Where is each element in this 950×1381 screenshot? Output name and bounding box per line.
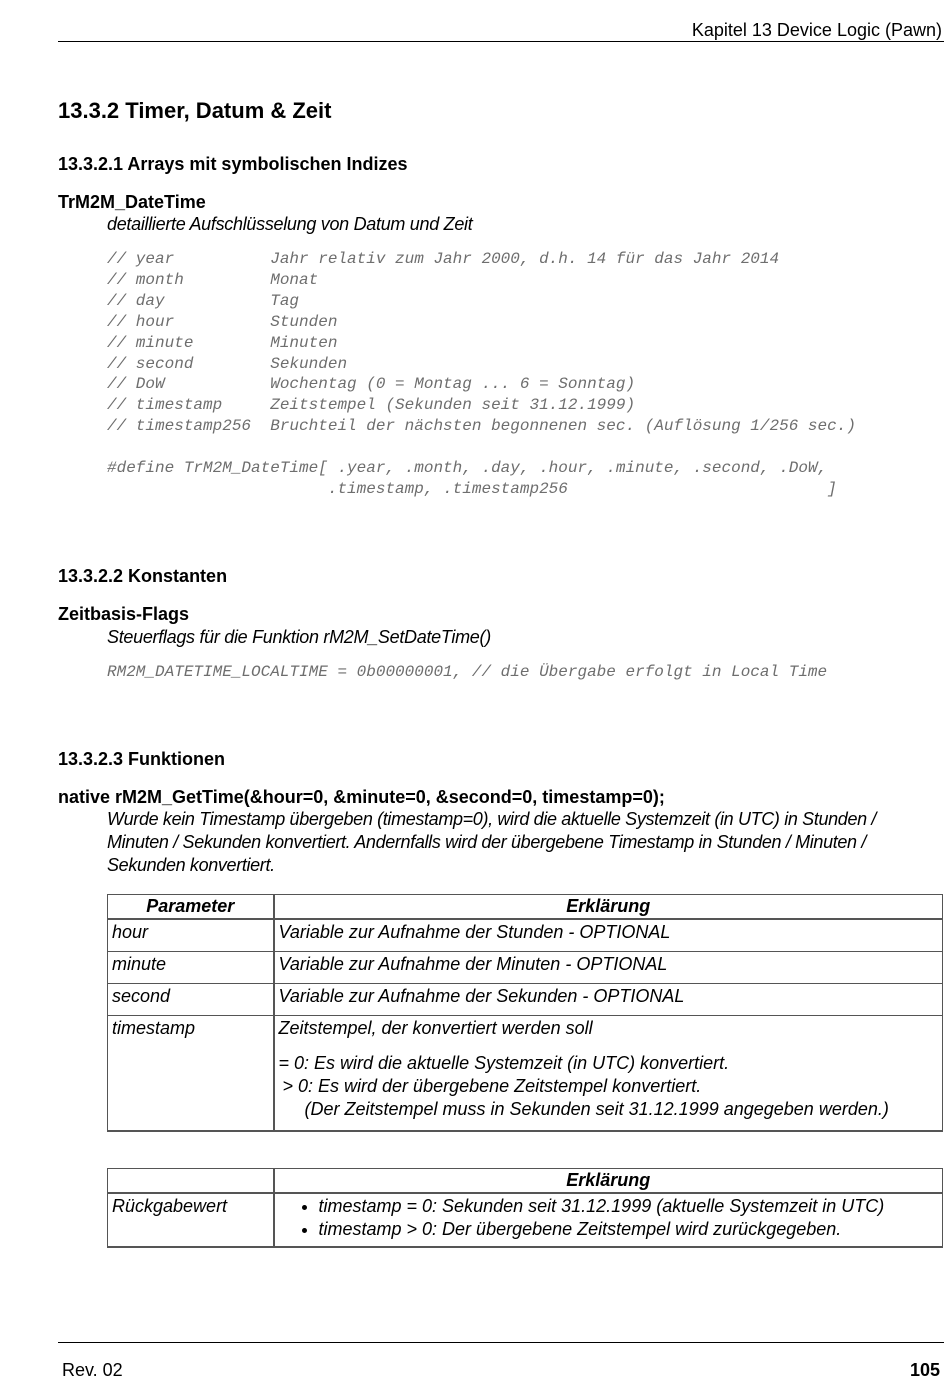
table-row [108, 983, 943, 1015]
description-line: Minuten / Sekunden konvertiert. Andernfalls wird der übergebene Timestamp in Stunden / Minuten / [107, 832, 867, 852]
section-title: 13.3.2 Timer, Datum & Zeit [58, 98, 332, 123]
return-label: Rückgabewert [108, 1193, 274, 1247]
code-line: // month Monat [107, 270, 319, 289]
header-rule [58, 41, 944, 42]
column-header-empty [108, 1169, 274, 1194]
table-header-row [108, 895, 943, 920]
footer-rule [58, 1342, 944, 1343]
detail-line: = 0: Es wird die aktuelle Systemzeit (in UTC) konvertiert. [278, 1052, 730, 1073]
detail-line: (Der Zeitstempel muss in Sekunden seit 31.12.1999 angegeben werden.) [304, 1098, 889, 1119]
code-line: .timestamp, .timestamp256 ] [107, 479, 837, 498]
code-line: #define TrM2M_DateTime[ .year, .month, .day, .hour, .minute, .second, .DoW, [107, 459, 828, 478]
param-name: hour [108, 919, 274, 951]
column-header-explanation: Erklärung [274, 1169, 943, 1194]
functions-heading: 13.3.2.3 Funktionen [58, 749, 226, 769]
arrays-heading: 13.3.2.1 Arrays mit symbolischen Indizes [58, 154, 408, 174]
constants-code-block [107, 662, 827, 683]
running-header: Kapitel 13 Device Logic (Pawn) [691, 20, 942, 40]
array-code-block [107, 249, 856, 500]
table-header-row [108, 1169, 943, 1194]
param-explanation: Variable zur Aufnahme der Sekunden - OPTIONAL [274, 983, 943, 1015]
footer-revision: Rev. 02 [62, 1360, 123, 1380]
table-row [108, 1193, 943, 1247]
code-line: // timestamp Zeitstempel (Sekunden seit 31.12.1999) [107, 396, 636, 415]
param-name: minute [108, 951, 274, 983]
param-explanation: Zeitstempel, der konvertiert werden soll [278, 1017, 593, 1038]
return-table [107, 1168, 943, 1248]
flags-name: Zeitbasis-Flags [58, 604, 190, 624]
parameter-table [107, 894, 943, 1132]
table-row [108, 919, 943, 951]
param-explanation: Variable zur Aufnahme der Stunden - OPTIONAL [274, 919, 943, 951]
code-line: // DoW Wochentag (0 = Montag ... 6 = Sonntag) [107, 375, 636, 394]
param-name: timestamp [108, 1015, 274, 1131]
description-line: Wurde kein Timestamp übergeben (timestamp=0), wird die aktuelle Systemzeit (in UTC) in Stunden / [107, 809, 877, 829]
code-line: // day Tag [107, 291, 300, 310]
return-explanation-cell [274, 1193, 943, 1247]
array-description: detaillierte Aufschlüsselung von Datum und Zeit [107, 214, 473, 234]
list-item: • timestamp > 0: Der übergebene Zeitstempel wird zurückgegeben. [319, 1218, 939, 1241]
constants-heading: 13.3.2.2 Konstanten [58, 566, 228, 586]
list-item: • timestamp = 0: Sekunden seit 31.12.1999 (aktuelle Systemzeit in UTC) [319, 1195, 939, 1218]
code-line: RM2M_DATETIME_LOCALTIME = 0b00000001, // die Übergabe erfolgt in Local Time [107, 663, 828, 681]
description-line: Sekunden konvertiert. [107, 855, 275, 875]
column-header-parameter: Parameter [108, 895, 274, 920]
code-line: // year Jahr relativ zum Jahr 2000, d.h. 14 für das Jahr 2014 [107, 250, 780, 268]
param-explanation-cell [274, 1015, 943, 1131]
param-explanation: Variable zur Aufnahme der Minuten - OPTIONAL [274, 951, 943, 983]
table-row [108, 951, 943, 983]
param-explanation-details [279, 1052, 939, 1121]
function-signature: native rM2M_GetTime(&hour=0, &minute=0, &second=0, timestamp=0); [58, 787, 665, 807]
param-name: second [108, 983, 274, 1015]
page-number: 105 [909, 1360, 940, 1380]
flags-description: Steuerflags für die Funktion rM2M_SetDateTime() [107, 627, 491, 647]
code-line: // minute Minuten [107, 333, 338, 352]
code-line: // hour Stunden [107, 312, 338, 331]
code-line: // second Sekunden [107, 354, 348, 373]
code-line: // timestamp256 Bruchteil der nächsten begonnenen sec. (Auflösung 1/256 sec.) [107, 417, 856, 436]
array-name: TrM2M_DateTime [58, 192, 206, 212]
function-description [107, 808, 942, 877]
detail-line: > 0: Es wird der übergebene Zeitstempel konvertiert. [282, 1075, 702, 1096]
table-row [108, 1015, 943, 1131]
column-header-explanation: Erklärung [274, 895, 943, 920]
return-bullet-list [279, 1195, 939, 1241]
